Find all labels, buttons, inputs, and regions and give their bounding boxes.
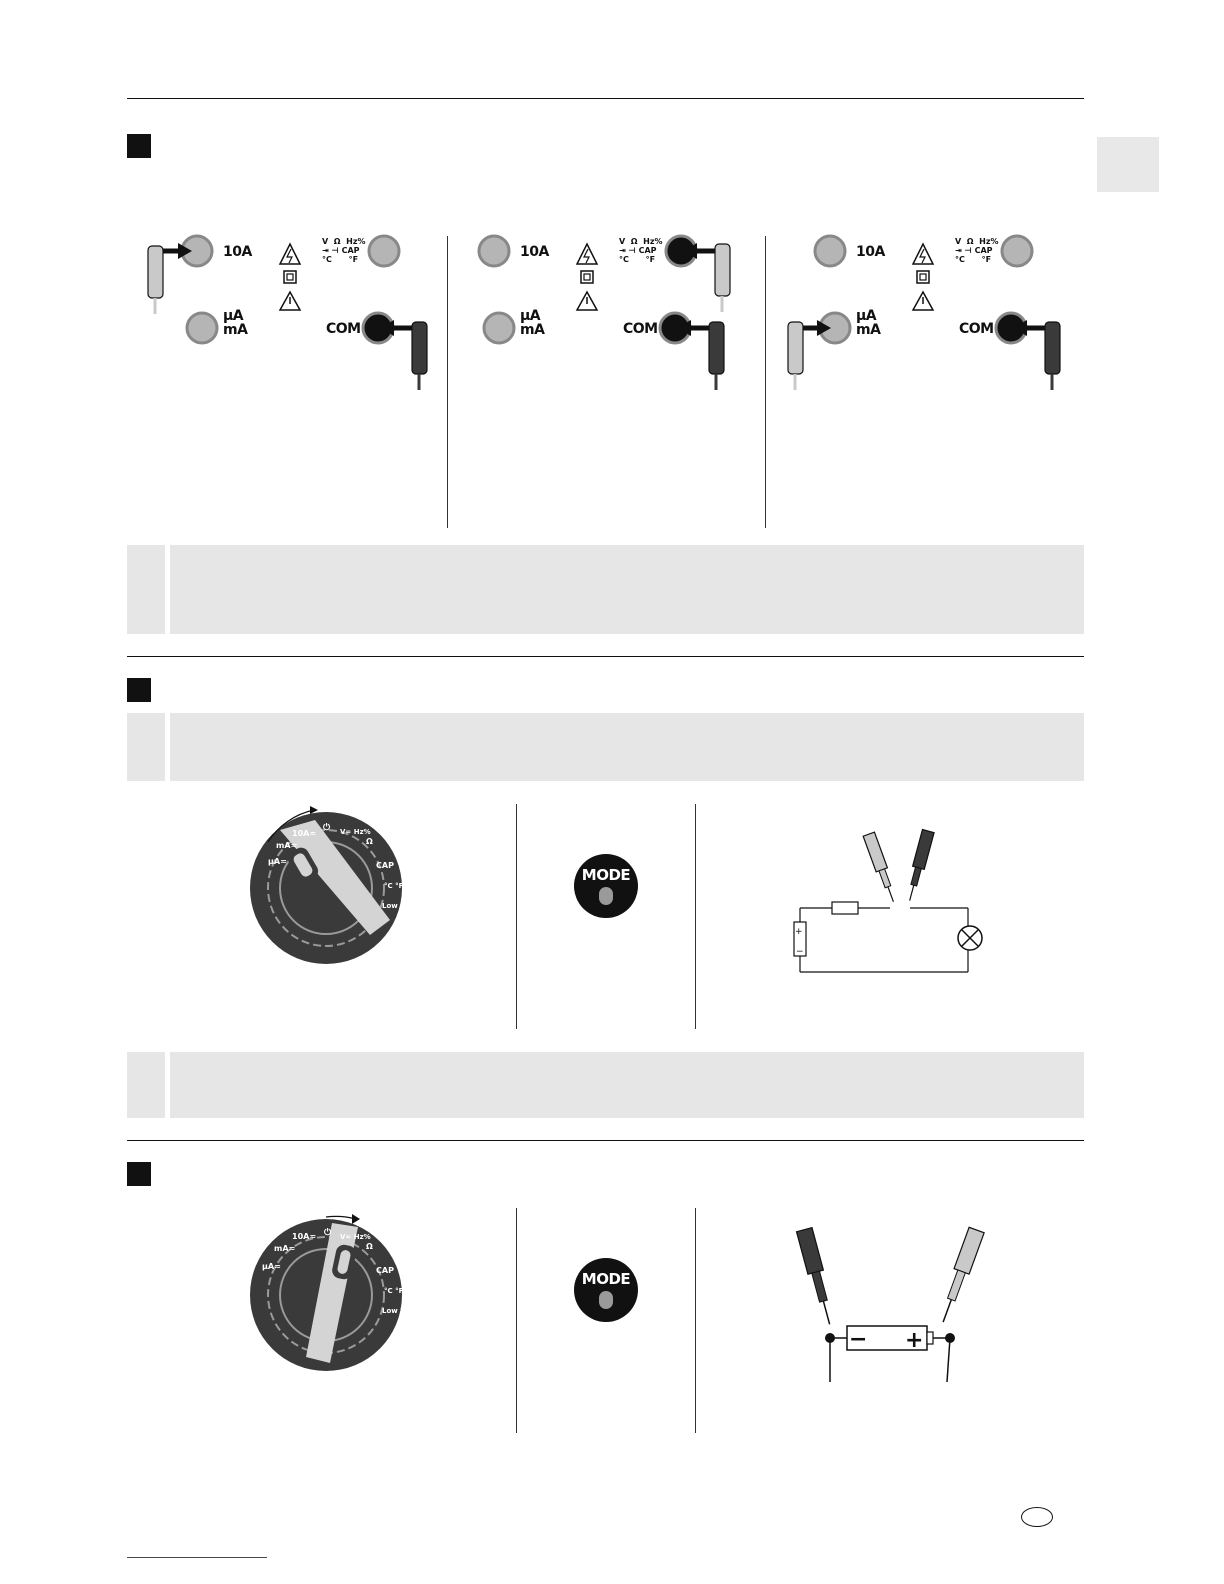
label-v-functions-3: °C °F	[955, 255, 992, 264]
label-v-functions-3: °C °F	[322, 255, 359, 264]
label-v-functions-3: °C °F	[619, 255, 656, 264]
battery-minus: −	[849, 1327, 868, 1352]
probe-red	[936, 1227, 985, 1325]
country-code-oval	[1021, 1507, 1053, 1527]
dial-label-v: V≂ Hz%	[340, 828, 371, 836]
column-divider	[695, 804, 696, 1029]
footer-link-underline	[127, 1557, 267, 1558]
section-marker-1	[127, 134, 151, 158]
dial-label-ua: µA≂	[268, 857, 287, 866]
jack-diagram	[437, 230, 737, 400]
label-com: COM	[326, 321, 361, 337]
label-ma: mA	[520, 322, 545, 338]
probe-black	[904, 830, 934, 903]
battery-voltage-diagram	[785, 1222, 1015, 1392]
column-divider	[516, 1208, 517, 1433]
test-lead-red	[788, 320, 831, 390]
battery-plus: +	[795, 927, 803, 937]
series-circuit-diagram	[780, 822, 1000, 982]
dial-label-temp: °C °F	[384, 1287, 404, 1295]
section-rule	[127, 656, 1084, 657]
label-10a: 10A	[223, 244, 252, 260]
jack-10a	[815, 236, 845, 266]
dial-label-ma: mA≂	[274, 1244, 296, 1253]
section-marker-3	[127, 1162, 151, 1186]
note-box	[127, 1052, 1084, 1118]
mode-button[interactable]	[574, 1258, 638, 1322]
label-ma: mA	[223, 322, 248, 338]
label-v-functions: V Ω Hz%	[955, 237, 999, 246]
dial-label-v: V≂ Hz%	[340, 1233, 371, 1241]
test-lead-black	[677, 320, 724, 390]
mode-button[interactable]	[574, 854, 638, 918]
label-ua: µA	[856, 308, 877, 324]
label-ua: µA	[520, 308, 541, 324]
dial-label-temp: °C °F	[384, 882, 404, 890]
section-marker-2	[127, 678, 151, 702]
dial-label-lowz: Low Z	[382, 1307, 406, 1315]
jack-diagram	[140, 230, 440, 400]
bluetooth-icon	[599, 1291, 613, 1309]
battery-plus: +	[905, 1328, 924, 1353]
label-com: COM	[959, 321, 994, 337]
top-rule	[127, 98, 1084, 99]
column-divider	[765, 236, 766, 528]
jack-diagram	[773, 230, 1073, 400]
test-lead-red	[683, 243, 730, 312]
label-ua: µA	[223, 308, 244, 324]
rotary-dial-voltage	[240, 1205, 440, 1385]
mode-button-label: MODE	[581, 866, 631, 884]
dial-label-off: ⏻	[323, 823, 331, 833]
label-v-functions-2: ⇥ ⊣ CAP	[322, 246, 360, 255]
probe-red	[863, 832, 899, 904]
bluetooth-icon	[599, 887, 613, 905]
dial-label-cap: CAP	[376, 1266, 394, 1275]
dial-label-ua: µA≂	[262, 1262, 281, 1271]
warning-symbols	[280, 244, 300, 310]
label-10a: 10A	[856, 244, 885, 260]
label-v-functions-2: ⇥ ⊣ CAP	[619, 246, 657, 255]
test-lead-red	[148, 243, 192, 314]
dial-label-ma: mA≂	[276, 841, 298, 850]
warning-symbols	[577, 244, 597, 310]
mode-button-label: MODE	[581, 1270, 631, 1288]
note-box	[127, 713, 1084, 781]
column-divider	[695, 1208, 696, 1433]
dial-label-cap: CAP	[376, 861, 394, 870]
side-tab-marker	[1097, 137, 1159, 192]
battery-minus: −	[796, 947, 804, 957]
dial-label-10a: 10A≂	[292, 829, 317, 838]
test-lead-black	[1013, 320, 1060, 390]
jack-panel-1	[140, 230, 440, 400]
label-ma: mA	[856, 322, 881, 338]
jack-v	[1002, 236, 1032, 266]
column-divider	[516, 804, 517, 1029]
rotary-dial-current	[240, 800, 440, 980]
probe-black	[797, 1228, 838, 1327]
label-com: COM	[623, 321, 658, 337]
dial-label-lowz: Low Z	[382, 902, 406, 910]
warning-symbols	[913, 244, 933, 310]
dial-label-ohm: Ω	[366, 837, 373, 846]
dial-label-ohm: Ω	[366, 1242, 373, 1251]
label-v-functions-2: ⇥ ⊣ CAP	[955, 246, 993, 255]
jack-panel-3	[773, 230, 1073, 400]
dial-label-10a: 10A≂	[292, 1232, 317, 1241]
jack-ua-ma	[187, 313, 217, 343]
note-box	[127, 545, 1084, 634]
jack-ua-ma	[484, 313, 514, 343]
label-10a: 10A	[520, 244, 549, 260]
jack-v	[369, 236, 399, 266]
jack-panel-2	[437, 230, 737, 400]
label-v-functions: V Ω Hz%	[322, 237, 366, 246]
label-v-functions: V Ω Hz%	[619, 237, 663, 246]
section-rule	[127, 1140, 1084, 1141]
jack-10a	[479, 236, 509, 266]
test-lead-black	[380, 320, 427, 390]
dial-label-off: ⏻	[324, 1228, 332, 1238]
